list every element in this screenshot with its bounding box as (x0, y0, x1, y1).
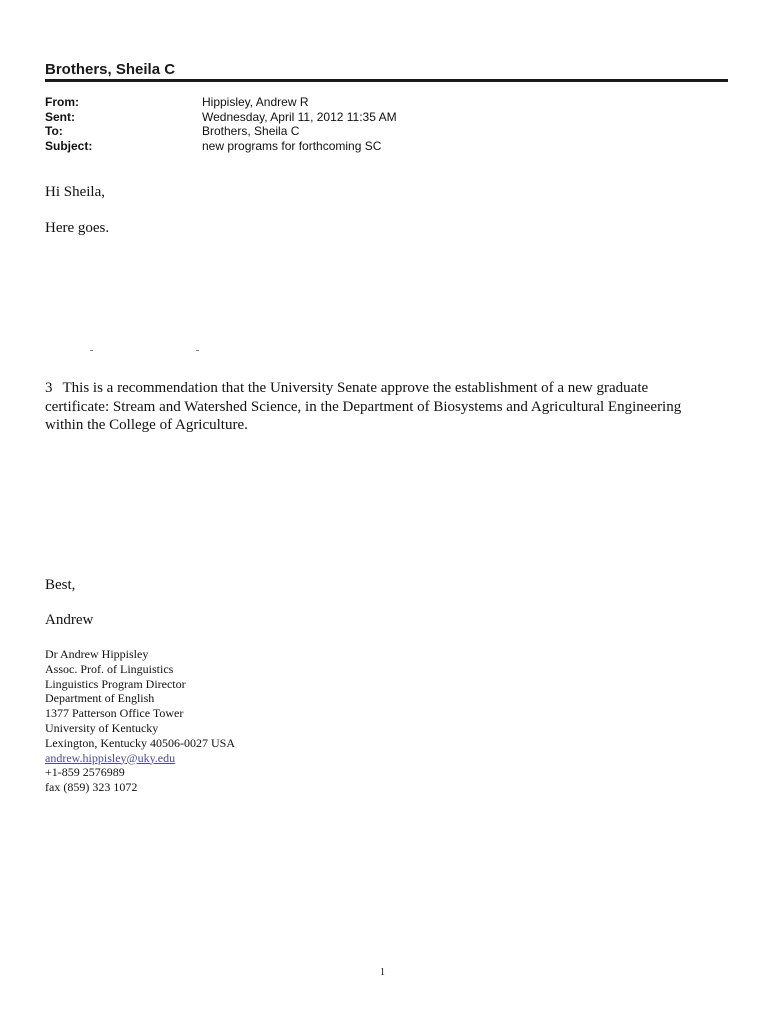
scan-artifact-mark (196, 350, 199, 351)
to-label: To: (45, 124, 63, 138)
subject-row (45, 139, 397, 154)
to-row (45, 124, 397, 139)
signature-fax: fax (859) 323 1072 (45, 780, 138, 795)
mailbox-owner-name: Brothers, Sheila C (45, 61, 176, 78)
intro-text: Here goes. (45, 220, 110, 236)
sender-name: Andrew (45, 612, 94, 628)
signature-university: University of Kentucky (45, 720, 159, 735)
signature-city: Lexington, Kentucky 40506-0027 USA (45, 735, 235, 750)
item-number: 3 (45, 380, 53, 396)
signature-title: Assoc. Prof. of Linguistics (45, 661, 174, 676)
from-value: Hippisley, Andrew R (202, 95, 309, 109)
signature-email-link[interactable]: andrew.hippisley@uky.edu (45, 750, 176, 765)
sent-row (45, 110, 397, 125)
to-value: Brothers, Sheila C (202, 124, 300, 138)
from-label: From: (45, 95, 79, 109)
recommendation-item (45, 379, 705, 435)
signature-phone: +1-859 2576989 (45, 765, 125, 780)
page-number: 1 (380, 967, 385, 978)
closing: Best, (45, 577, 76, 593)
subject-label: Subject: (45, 138, 93, 153)
from-row (45, 95, 397, 110)
signature-department: Department of English (45, 691, 155, 706)
signature-name: Dr Andrew Hippisley (45, 647, 149, 661)
greeting: Hi Sheila, (45, 184, 105, 200)
signature-role: Linguistics Program Director (45, 676, 186, 691)
sent-value: Wednesday, April 11, 2012 11:35 AM (202, 109, 397, 124)
subject-value: new programs for forthcoming SC (202, 138, 382, 153)
header-divider (45, 79, 728, 82)
email-header-block (45, 95, 397, 153)
signature-office: 1377 Patterson Office Tower (45, 706, 184, 721)
item-text: This is a recommendation that the University Senate approve the establishment of a new graduate certificate: Stream and Watershed Science, in the Department of Biosystems and Agricultural Engineering within the College of Agriculture. (45, 380, 682, 433)
scan-artifact-mark (90, 350, 93, 351)
signature-block (45, 647, 235, 795)
sent-label: Sent: (45, 109, 75, 124)
